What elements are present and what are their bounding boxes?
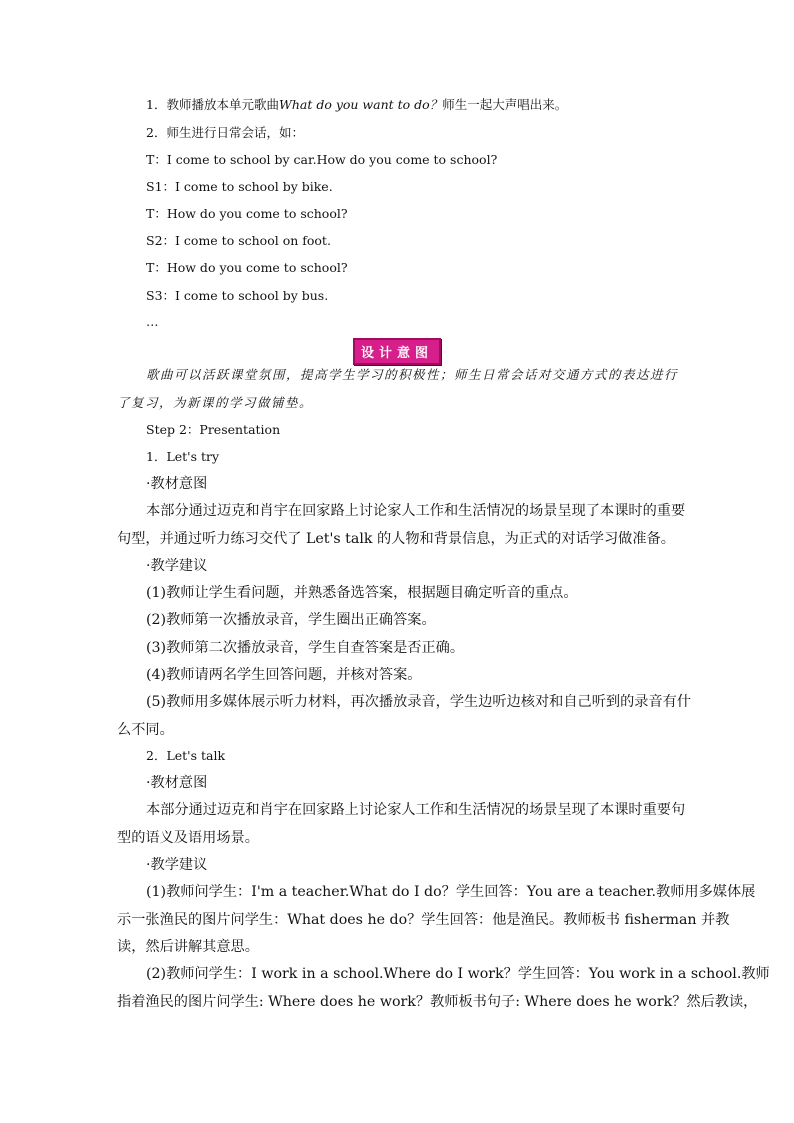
lets-try-heading: 1．Let's try (146, 449, 220, 464)
lets-talk-suggest-line: 读，然后讲解其意思。 (117, 939, 259, 955)
dialogue-line: S3：I come to school by bus. (146, 288, 329, 303)
lets-try-suggest-line: (4)教师请两名学生回答问题，并核对答案。 (146, 667, 422, 683)
dialogue-line: T：How do you come to school? (146, 206, 348, 221)
lets-try-suggest-line: (5)教师用多媒体展示听力材料，再次播放录音，学生边听边核对和自己听到的录音有什 (146, 694, 692, 710)
lets-try-intent-line: 句型，并通过听力练习交代了 Let's talk 的人物和背景信息，为正式的对话学习做准备。 (117, 531, 675, 547)
design-intent-badge: 设计意图 (353, 338, 441, 365)
lets-try-suggest-line: (1)教师让学生看问题，并熟悉备选答案，根据题目确定听音的重点。 (146, 585, 578, 601)
song-title: What do you want to do？ (278, 97, 443, 112)
design-intent-text-line: 歌曲可以活跃课堂氛围，提高学生学习的积极性；师生日常会话对交通方式的表达进行 (146, 367, 679, 382)
lets-try-suggest-line: (3)教师第二次播放录音，学生自查答案是否正确。 (146, 640, 465, 656)
design-intent-text-line: 了复习，为新课的学习做铺垫。 (117, 395, 314, 410)
lets-try-suggest-label: ·教学建议 (146, 558, 208, 574)
lets-talk-suggest-line: (2)教师问学生：I work in a school.Where do I work？学生回答：You work in a school.教师 (146, 966, 770, 982)
lets-talk-intent-label: ·教材意图 (146, 775, 208, 791)
dialogue-line: T：How do you come to school? (146, 260, 348, 275)
lets-talk-suggest-line: 指着渔民的图片问学生: Where does he work？教师板书句子: Where does he work？然后教读， (117, 994, 758, 1010)
lets-talk-intent-line: 型的语义及语用场景。 (117, 830, 259, 846)
lets-talk-suggest-label: ·教学建议 (146, 857, 208, 873)
lets-try-intent-line: 本部分通过迈克和肖宇在回家路上讨论家人工作和生活情况的场景呈现了本课时的重要 (146, 503, 686, 519)
dialogue-line: S2：I come to school on foot. (146, 233, 331, 248)
lets-talk-heading: 2．Let's talk (146, 748, 226, 763)
design-intent-badge-wrap (0, 338, 794, 365)
dialogue-ellipsis: … (146, 314, 159, 329)
lets-talk-intent-line: 本部分通过迈克和肖宇在回家路上讨论家人工作和生活情况的场景呈现了本课时重要句 (146, 802, 686, 818)
warmup-line-2: 2．师生进行日常会话，如： (146, 125, 304, 140)
step2-heading: Step 2：Presentation (146, 422, 281, 437)
dialogue-line: S1：I come to school by bike. (146, 179, 333, 194)
lets-try-suggest-line: 么不同。 (117, 722, 174, 738)
lets-talk-suggest-line: (1)教师问学生：I'm a teacher.What do I do？学生回答：You are a teacher.教师用多媒体展 (146, 884, 756, 900)
lets-try-suggest-line: (2)教师第一次播放录音，学生圈出正确答案。 (146, 612, 436, 628)
lets-try-intent-label: ·教材意图 (146, 476, 208, 492)
warmup-line-1-prefix: 1．教师播放本单元歌曲 (146, 97, 279, 112)
warmup-line-1-suffix: 师生一起大声唱出来。 (442, 97, 568, 112)
warmup-line-1 (146, 96, 567, 114)
lets-talk-suggest-line: 示一张渔民的图片问学生：What does he do？学生回答：他是渔民。教师板书 fisherman 并教 (117, 912, 730, 928)
dialogue-line: T：I come to school by car.How do you come to school? (146, 152, 498, 167)
